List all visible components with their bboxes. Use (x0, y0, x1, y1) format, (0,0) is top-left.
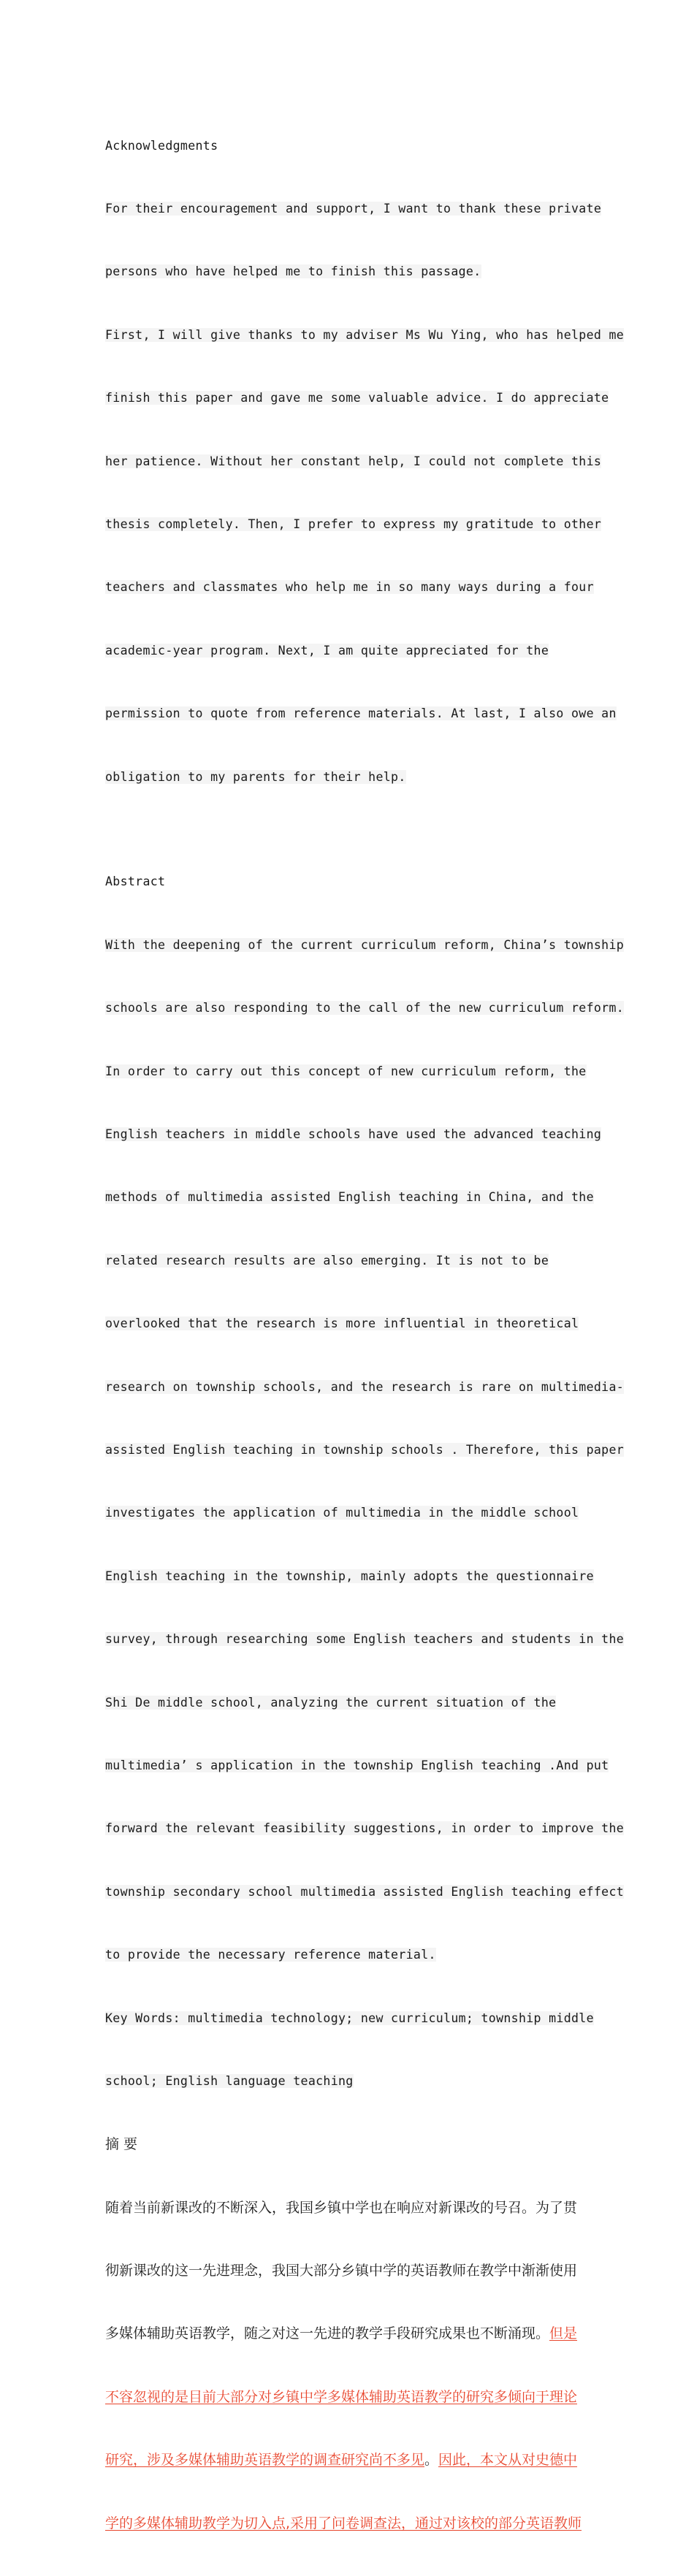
abstract-line: forward the relevant feasibility suggestions, in order to improve the (105, 1821, 625, 1836)
abstract-line: With the deepening of the current curriculum reform, China’s township (105, 937, 625, 952)
ack-line: teachers and classmates who help me in so many ways during a four (105, 580, 594, 595)
zh-underlined-text: 不容忽视的是目前大部分对乡镇中学多媒体辅助英语教学的研究多倾向于理论 (105, 2388, 578, 2405)
acknowledgments-section (105, 94, 625, 830)
zh-line: 随着当前新课改的不断深入，我国乡镇中学也在响应对新课改的号召。为了贯 (105, 2199, 578, 2216)
keywords-line: Key Words: multimedia technology; new curriculum; township middle (105, 2011, 594, 2025)
abstract-line: methods of multimedia assisted English teaching in China, and the (105, 1190, 594, 1205)
abstract-line: schools are also responding to the call of the new curriculum reform. (105, 1001, 625, 1015)
ack-line: First, I will give thanks to my adviser Ms Wu Ying, who has helped me (105, 327, 625, 342)
zh-line (105, 2450, 592, 2471)
abstract-heading: Abstract (105, 874, 166, 889)
zh-line (105, 2387, 592, 2408)
ack-line: finish this paper and gave me some valuable advice. I do appreciate (105, 391, 609, 405)
zh-abstract-section (105, 2155, 592, 2576)
zh-line: 彻新课改的这一先进理念，我国大部分乡镇中学的英语教师在教学中渐渐使用 (105, 2263, 578, 2279)
zh-abstract-heading: 摘 要 (105, 2136, 138, 2153)
abstract-line: research on township schools, and the research is rare on multimedia- (105, 1379, 625, 1394)
ack-line: her patience. Without her constant help, I could not complete this (105, 454, 602, 468)
abstract-line: In order to carry out this concept of new curriculum reform, the (105, 1064, 587, 1078)
abstract-line: English teachers in middle schools have used the advanced teaching (105, 1127, 602, 1142)
document-page (105, 94, 625, 2576)
abstract-line: survey, through researching some English teachers and students in the (105, 1632, 625, 1647)
abstract-line: township secondary school multimedia assisted English teaching effect (105, 1884, 625, 1899)
abstract-line: assisted English teaching in township schools . Therefore, this paper (105, 1443, 625, 1457)
abstract-section (105, 830, 625, 2134)
abstract-line: English teaching in the township, mainly adopts the questionnaire (105, 1569, 594, 1583)
abstract-line: multimedia’ s application in the township English teaching .And put (105, 1758, 609, 1772)
ack-line: For their encouragement and support, I want to thank these private (105, 201, 602, 216)
acknowledgments-heading: Acknowledgments (105, 138, 218, 153)
zh-underlined-text: 但是 (549, 2325, 578, 2342)
abstract-line: to provide the necessary reference material. (105, 1948, 436, 1962)
zh-underlined-text: 学的多媒体辅助教学为切入点,采用了问卷调查法，通过对该校的部分英语教师 (105, 2515, 582, 2531)
ack-line: persons who have helped me to finish this passage. (105, 264, 481, 279)
ack-line: thesis completely. Then, I prefer to express my gratitude to other (105, 517, 602, 531)
zh-line (105, 2323, 592, 2344)
abstract-line: related research results are also emerging. It is not to be (105, 1253, 549, 1268)
ack-line: academic-year program. Next, I am quite appreciated for the (105, 643, 549, 658)
abstract-line: overlooked that the research is more influential in theoretical (105, 1316, 579, 1331)
zh-text: 多媒体辅助英语教学，随之对这一先进的教学手段研究成果也不断涌现。 (105, 2325, 550, 2342)
ack-line: obligation to my parents for their help. (105, 769, 406, 784)
keywords-line: school; English language teaching (105, 2073, 354, 2088)
zh-underlined-text: 研究，涉及多媒体辅助英语教学的调查研究尚不多见 (105, 2452, 425, 2469)
ack-line: permission to quote from reference materials. At last, I also owe an (105, 706, 617, 721)
zh-underlined-text: 因此，本文从对史德中 (438, 2452, 578, 2469)
abstract-line: Shi De middle school, analyzing the current situation of the (105, 1695, 557, 1710)
abstract-line: investigates the application of multimedia in the middle school (105, 1506, 579, 1520)
zh-text: 。 (424, 2452, 439, 2469)
zh-line (105, 2513, 592, 2534)
